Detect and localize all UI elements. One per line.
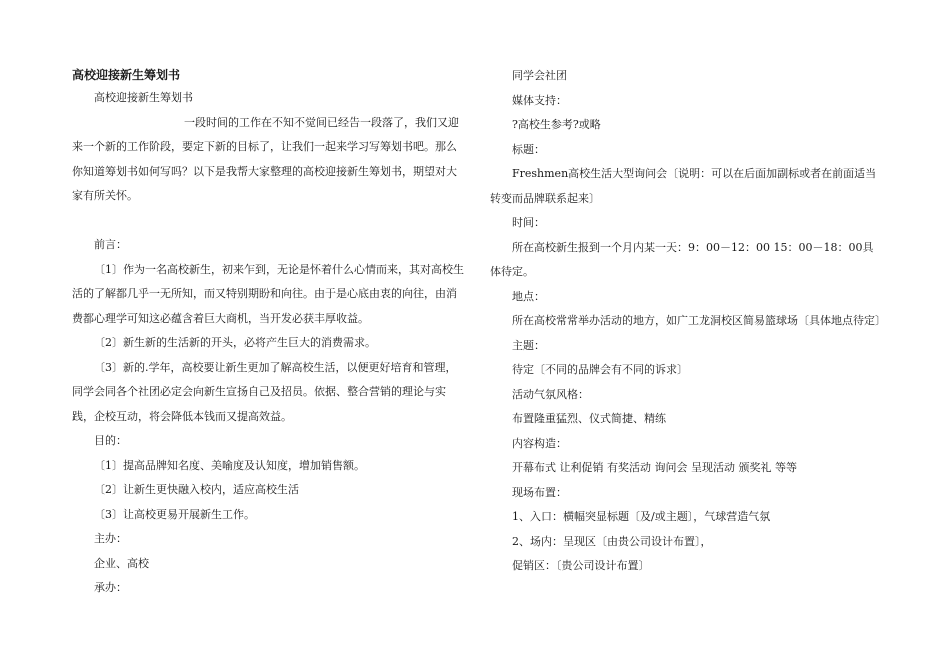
layout-item-3: 促销区：〔贵公司设计布置〕	[512, 559, 650, 572]
theme-value: 待定〔不同的品牌会有不同的诉求〕	[512, 363, 688, 376]
goal-item-3: 〔3〕让高校更易开展新生工作。	[94, 507, 255, 521]
organizer-label: 承办：	[94, 581, 127, 594]
goal-label: 目的：	[94, 434, 127, 447]
time-value: 所在高校新生报到一个月内某一天：9：00－12：00 15：00－18：00具体待定。	[490, 240, 874, 278]
organizer-value: 同学会社团	[512, 69, 567, 82]
document-title: 高校迎接新生筹划书	[72, 68, 181, 82]
preface-item-2: 〔2〕新生新的生活新的开头，必将产生巨大的消费需求。	[94, 336, 376, 349]
style-label: 活动气氛风格：	[512, 387, 589, 401]
right-column	[490, 64, 886, 579]
style-value: 布置隆重猛烈、仪式简捷、精练	[512, 412, 666, 425]
theme-label: 主题：	[512, 338, 545, 352]
place-value: 所在高校常常举办活动的地方，如广工龙洞校区简易篮球场〔具体地点待定〕	[512, 314, 886, 327]
layout-item-1: 1、入口：横幅突显标题〔及/或主题〕，气球营造气氛	[512, 510, 771, 523]
preface-item-3: 〔3〕新的.学年，高校要让新生更加了解高校生活，以便更好培育和管理，同学会同各个社团必定会向新生宣扬自己及招员。依据、整合营销的理论与实践，企校互动，将会降低本钱而又提高效益。	[72, 360, 457, 423]
media-label: 媒体支持：	[512, 93, 567, 107]
place-label: 地点：	[512, 289, 545, 303]
goal-item-2: 〔2〕让新生更快融入校内，适应高校生活	[94, 483, 299, 496]
blank-line	[72, 209, 464, 234]
content-label: 内容构造：	[512, 436, 567, 450]
layout-item-2: 2、场内：呈现区〔由贵公司设计布置〕，	[512, 534, 712, 548]
host-label: 主办：	[94, 532, 127, 545]
layout-label: 现场布置：	[512, 485, 567, 499]
preface-item-1: 〔1〕作为一名高校新生，初来乍到，无论是怀着什么心情而来，其对高校生活的了解都几乎一无所知，而又特别期盼和向往。由于是心底由衷的向往，由消费都心理学可知这必蕴含着巨大商机，当开发必获丰厚收益。	[72, 262, 464, 325]
intro-paragraph: 一段时间的工作在不知不觉间已经告一段落了，我们又迎来一个新的工作阶段，要定下新的目标了，让我们一起来学习写筹划书吧。那么你知道筹划书如何写吗？以下是我帮大家整理的高校迎接新生筹划书，期望对大家有所关怀。	[72, 115, 459, 202]
goal-item-1: 〔1〕提高品牌知名度、美喻度及认知度，增加销售额。	[94, 458, 365, 472]
left-column	[72, 64, 464, 601]
heading-value: Freshmen高校生活大型询问会〔说明：可以在后面加副标或者在前面适当转变而品牌联系起来〕	[490, 167, 877, 205]
heading-label: 标题：	[512, 142, 545, 156]
content-value: 开幕布式 让利促销 有奖活动 询问会 呈现活动 颁奖礼 等等	[512, 461, 797, 474]
time-label: 时间：	[512, 216, 545, 229]
preface-label: 前言：	[94, 238, 127, 251]
host-value: 企业、高校	[94, 556, 149, 570]
media-value: ?高校生参考?或略	[512, 118, 601, 131]
document-subtitle: 高校迎接新生筹划书	[94, 91, 193, 104]
